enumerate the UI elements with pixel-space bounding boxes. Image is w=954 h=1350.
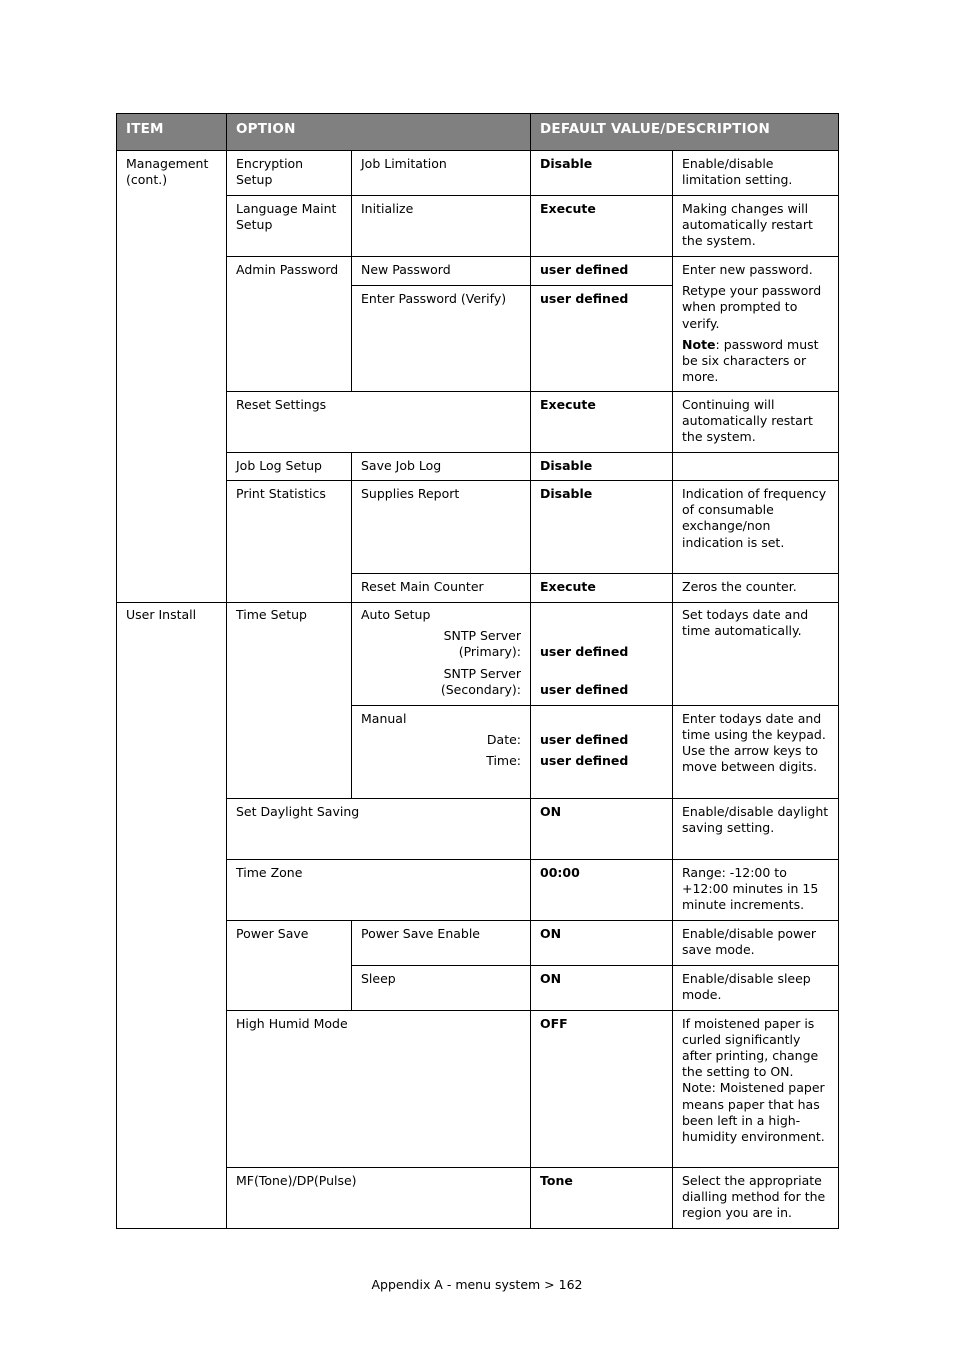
value-set-daylight-saving: ON bbox=[531, 798, 673, 859]
menu-settings-table-user-install bbox=[116, 602, 839, 1229]
value-save-job-log: Disable bbox=[531, 453, 673, 481]
value-reset-main-counter: Execute bbox=[531, 574, 673, 603]
desc-power-save-enable: Enable/disable power save mode. bbox=[673, 920, 839, 965]
desc-manual: Enter todays date and time using the keypad. Use the arrow keys to move between digits. bbox=[673, 705, 839, 798]
value-dial-method: Tone bbox=[531, 1167, 673, 1228]
note-text: : password must be six characters or more. bbox=[682, 336, 819, 385]
desc-initialize: Making changes will automatically restart the system. bbox=[673, 196, 839, 257]
item-user-install: User Install bbox=[117, 602, 227, 1228]
value-time-zone: 00:00 bbox=[531, 859, 673, 920]
option-set-daylight-saving: Set Daylight Saving bbox=[227, 798, 531, 859]
desc-job-limitation: Enable/disable limitation setting. bbox=[673, 151, 839, 196]
menu-settings-table bbox=[116, 113, 839, 603]
header-default: DEFAULT VALUE/DESCRIPTION bbox=[531, 114, 839, 151]
sub-job-limitation: Job Limitation bbox=[352, 151, 531, 196]
option-reset-settings: Reset Settings bbox=[227, 392, 531, 453]
sub-enter-password-verify: Enter Password (Verify) bbox=[352, 286, 531, 392]
desc-admin-note bbox=[682, 337, 829, 386]
desc-set-daylight-saving: Enable/disable daylight saving setting. bbox=[673, 798, 839, 859]
auto-setup-label: Auto Setup bbox=[361, 607, 431, 622]
manual-label: Manual bbox=[361, 710, 407, 726]
option-dial-method: MF(Tone)/DP(Pulse) bbox=[227, 1167, 531, 1228]
sub-reset-main-counter: Reset Main Counter bbox=[352, 574, 531, 603]
table-header-row bbox=[117, 114, 839, 151]
option-time-setup: Time Setup bbox=[227, 602, 352, 798]
time-label: Time: bbox=[486, 752, 521, 768]
option-power-save: Power Save bbox=[227, 920, 352, 1010]
desc-time-zone: Range: -12:00 to +12:00 minutes in 15 minute increments. bbox=[673, 859, 839, 920]
option-high-humid-mode: High Humid Mode bbox=[227, 1010, 531, 1167]
desc-save-job-log bbox=[673, 453, 839, 481]
desc-admin-line1: Enter new password. bbox=[682, 262, 813, 277]
sub-save-job-log: Save Job Log bbox=[352, 453, 531, 481]
desc-admin-password bbox=[673, 257, 839, 392]
item-management: Management (cont.) bbox=[117, 151, 227, 603]
value-new-password: user defined bbox=[531, 257, 673, 286]
option-print-statistics: Print Statistics bbox=[227, 481, 352, 603]
page-footer: Appendix A - menu system > 162 bbox=[371, 1277, 583, 1292]
option-time-zone: Time Zone bbox=[227, 859, 531, 920]
option-admin-password: Admin Password bbox=[227, 257, 352, 392]
sntp-secondary-label-1: SNTP Server bbox=[443, 665, 521, 681]
sntp-primary-label-1: SNTP Server bbox=[443, 628, 521, 644]
value-sntp-primary: user defined bbox=[540, 644, 629, 660]
value-sntp-secondary: user defined bbox=[540, 681, 629, 697]
desc-auto-setup: Set todays date and time automatically. bbox=[673, 602, 839, 705]
desc-high-humid-mode: If moistened paper is curled significantly after printing, change the setting to ON. Note: Moistened paper means paper that has been left in a high-humidity environment. bbox=[673, 1010, 839, 1167]
sntp-secondary-label-2: (Secondary): bbox=[440, 681, 521, 697]
sub-auto-setup bbox=[352, 602, 531, 705]
sntp-primary-label-2: (Primary): bbox=[458, 644, 521, 660]
option-encryption: Encryption Setup bbox=[227, 151, 352, 196]
value-reset-settings: Execute bbox=[531, 392, 673, 453]
sub-power-save-enable: Power Save Enable bbox=[352, 920, 531, 965]
value-sleep: ON bbox=[531, 965, 673, 1010]
value-auto-setup bbox=[531, 602, 673, 705]
sub-sleep: Sleep bbox=[352, 965, 531, 1010]
value-manual bbox=[531, 705, 673, 798]
option-job-log-setup: Job Log Setup bbox=[227, 453, 352, 481]
value-initialize: Execute bbox=[531, 196, 673, 257]
table-row bbox=[117, 602, 839, 705]
option-language: Language Maint Setup bbox=[227, 196, 352, 257]
date-label: Date: bbox=[486, 731, 521, 747]
desc-reset-settings: Continuing will automatically restart the system. bbox=[673, 392, 839, 453]
value-job-limitation: Disable bbox=[531, 151, 673, 196]
value-date: user defined bbox=[540, 731, 629, 747]
table-row bbox=[117, 151, 839, 196]
desc-dial-method: Select the appropriate dialling method for the region you are in. bbox=[673, 1167, 839, 1228]
header-item: ITEM bbox=[117, 114, 227, 151]
note-label: Note bbox=[682, 336, 716, 352]
desc-admin-line2: Retype your password when prompted to verify. bbox=[682, 283, 822, 331]
value-supplies-report: Disable bbox=[531, 481, 673, 574]
desc-supplies-report: Indication of frequency of consumable exchange/non indication is set. bbox=[673, 481, 839, 574]
value-enter-password-verify: user defined bbox=[531, 286, 673, 392]
sub-new-password: New Password bbox=[352, 257, 531, 286]
value-time: user defined bbox=[540, 752, 629, 768]
sub-supplies-report: Supplies Report bbox=[352, 481, 531, 574]
desc-sleep: Enable/disable sleep mode. bbox=[673, 965, 839, 1010]
header-option: OPTION bbox=[227, 114, 531, 151]
value-power-save-enable: ON bbox=[531, 920, 673, 965]
sub-manual bbox=[352, 705, 531, 798]
sub-initialize: Initialize bbox=[352, 196, 531, 257]
desc-reset-main-counter: Zeros the counter. bbox=[673, 574, 839, 603]
value-high-humid-mode: OFF bbox=[531, 1010, 673, 1167]
